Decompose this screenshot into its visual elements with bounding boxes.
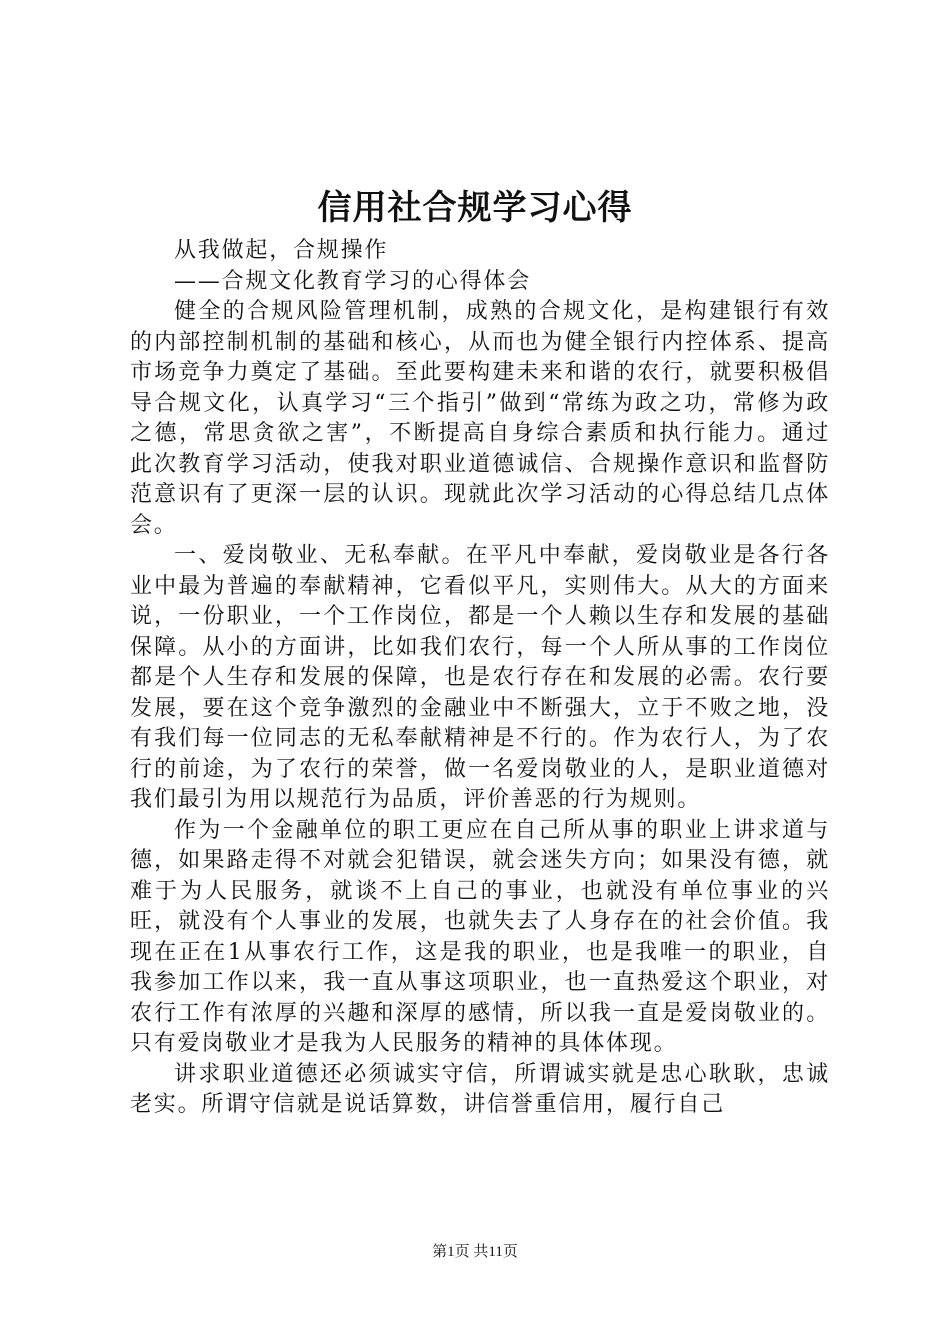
body-paragraph-4: 讲求职业道德还必须诚实守信，所谓诚实就是忠心耿耿，忠诚老实。所谓守信就是说话算数，讲信誉重信用，履行自己 <box>130 1061 830 1117</box>
subtitle-line: 从我做起，合规操作 <box>174 238 389 263</box>
document-title: 信用社合规学习心得 <box>317 188 633 228</box>
body-paragraph-3: 作为一个金融单位的职工更应在自己所从事的职业上讲求道与德，如果路走得不对就会犯错误，就会迷失方向；如果没有德，就难于为人民服务，就谈不上自己的事业，也就没有单位事业的兴旺，就没有个人事业的发展，也就失去了人身存在的社会价值。我现在正在1从事农行工作，这是我的职业，也是我唯一的职业，自我参加工作以来，我一直从事这项职业，也一直热爱这个职业，对农行工作有浓厚的兴趣和深厚的感情，所以我一直是爱岗敬业的。只有爱岗敬业才是我为人民服务的精神的具体体现。 <box>130 817 830 1056</box>
document-body <box>130 236 830 1121</box>
page-footer: 第1页 共11页 <box>432 1244 518 1260</box>
body-paragraph-2: 一、爱岗敬业、无私奉献。在平凡中奉献，爱岗敬业是各行各业中最为普遍的奉献精神，它看似平凡，实则伟大。从大的方面来说，一份职业，一个工作岗位，都是一个人赖以生存和发展的基础保障。从小的方面讲，比如我们农行，每一个人所从事的工作岗位都是个人生存和发展的保障，也是农行存在和发展的必需。农行要发展，要在这个竞争激烈的金融业中不断强大，立于不败之地，没有我们每一位同志的无私奉献精神是不行的。作为农行人，为了农行的前途，为了农行的荣誉，做一名爱岗敬业的人，是职业道德对我们最引为用以规范行为品质，评价善恶的行为规则。 <box>130 543 830 812</box>
body-paragraph-1: 健全的合规风险管理机制，成熟的合规文化，是构建银行有效的内部控制机制的基础和核心，从而也为健全银行内控体系、提高市场竞争力奠定了基础。至此要构建未来和谐的农行，就要积极倡导合规文化，认真学习“三个指引”做到“常练为政之功，常修为政之德，常思贪欲之害”，不断提高自身综合素质和执行能力。通过此次教育学习活动，使我对职业道德诚信、合规操作意识和监督防范意识有了更深一层的认识。现就此次学习活动的心得总结几点体会。 <box>130 299 830 538</box>
subtitle-line-2: ——合规文化教育学习的心得体会 <box>174 268 532 294</box>
